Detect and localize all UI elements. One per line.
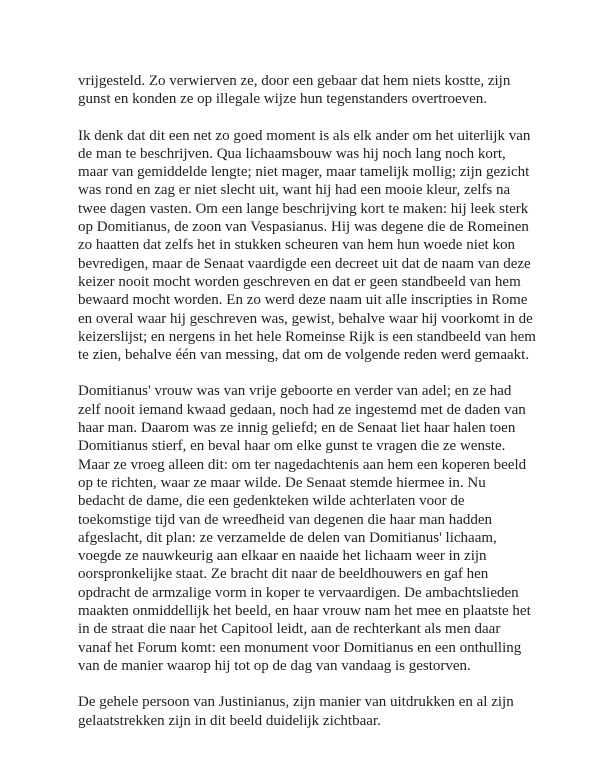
text-line: te zien, behalve één van messing, dat om de volgende reden werd gemaakt. [78, 347, 530, 364]
text-line: op Domitianus, de zoon van Vespasianus. Hij was degene die de Romeinen [78, 219, 529, 236]
text-line: opdracht de armzalige vorm in koper te vervaardigen. De ambachtslieden [78, 584, 519, 601]
text-line: keizerslijst; en nergens in het hele Romeinse Rijk is een standbeeld van hem [78, 328, 536, 345]
text-line: gunst en konden ze op illegale wijze hun tegenstanders overtroeven. [78, 91, 488, 108]
paragraph-1 [78, 72, 536, 109]
text-line: Ik denk dat dit een net zo goed moment is als elk ander om het uiterlijk van [78, 127, 531, 144]
text-line: was rond en zag er niet slecht uit, want hij had een mooie kleur, zelfs na [78, 182, 511, 199]
text-line: bewaard mocht worden. En zo werd deze naam uit alle inscripties in Rome [78, 292, 528, 309]
text-line: Maar ze vroeg alleen dit: om ter nagedachtenis aan hem een koperen beeld [78, 456, 527, 473]
text-line: twee dagen vasten. Om een lange beschrijving kort te maken: hij leek sterk [78, 200, 529, 217]
text-line: vrijgesteld. Zo verwierven ze, door een gebaar dat hem niets kostte, zijn [78, 73, 511, 89]
text-line: voegde ze nauwkeurig aan elkaar en naaide het lichaam weer in zijn [78, 548, 487, 565]
text-line: Domitianus' vrouw was van vrije geboorte en verder van adel; en ze had [78, 383, 512, 400]
text-line: haar man. Daarom was ze innig geliefd; en de Senaat liet haar halen toen [78, 420, 516, 437]
text-line: de man te beschrijven. Qua lichaamsbouw was hij noch lang noch kort, [78, 145, 506, 162]
text-line: in de straat die naar het Capitool leidt, aan de rechterkant als men daar [78, 621, 501, 638]
text-line: en overal waar hij geschreven was, gewist, behalve waar hij voorkomt in de [78, 310, 533, 327]
text-line: maar van gemiddelde lengte; niet mager, maar tamelijk mollig; zijn gezicht [78, 164, 530, 181]
text-line: van de manier waarop hij tot op de dag van vandaag is gestorven. [78, 657, 471, 674]
text-line: toekomstige tijd van de wreedheid van degenen die haar man hadden [78, 511, 493, 528]
paragraph-4 [78, 693, 536, 730]
text-line: De gehele persoon van Justinianus, zijn manier van uitdrukken en al zijn [78, 694, 514, 711]
text-line: keizer nooit mocht worden geschreven en dat er geen standbeeld van hem [78, 273, 521, 290]
text-line: afgeslacht, dit plan: ze verzamelde de delen van Domitianus' lichaam, [78, 529, 497, 546]
text-line: Domitianus stierf, en beval haar om elke gunst te vragen die ze wenste. [78, 438, 506, 455]
text-line: op te richten, waar ze maar wilde. De Senaat stemde hiermee in. Nu [78, 474, 486, 491]
text-line: zo haatten dat zelfs het in stukken scheuren van hem hun woede niet kon [78, 237, 515, 254]
document-page [78, 72, 536, 748]
text-line: gelaatstrekken zijn in dit beeld duidelijk zichtbaar. [78, 712, 381, 729]
text-line: maakten onmiddellijk het beeld, en haar vrouw nam het mee en plaatste het [78, 603, 531, 620]
text-line: bevredigen, maar de Senaat vaardigde een decreet uit dat de naam van deze [78, 255, 531, 272]
text-line: vanaf het Forum komt: een monument voor Domitianus en een onthulling [78, 639, 522, 656]
text-line: bedacht de dame, die een gedenkteken wilde achterlaten voor de [78, 493, 465, 510]
text-line: zelf nooit iemand kwaad gedaan, noch had ze ingestemd met de daden van [78, 401, 526, 418]
paragraph-3 [78, 382, 536, 675]
text-line: oorspronkelijke staat. Ze bracht dit naar de beeldhouwers en gaf hen [78, 566, 489, 583]
paragraph-2 [78, 127, 536, 365]
